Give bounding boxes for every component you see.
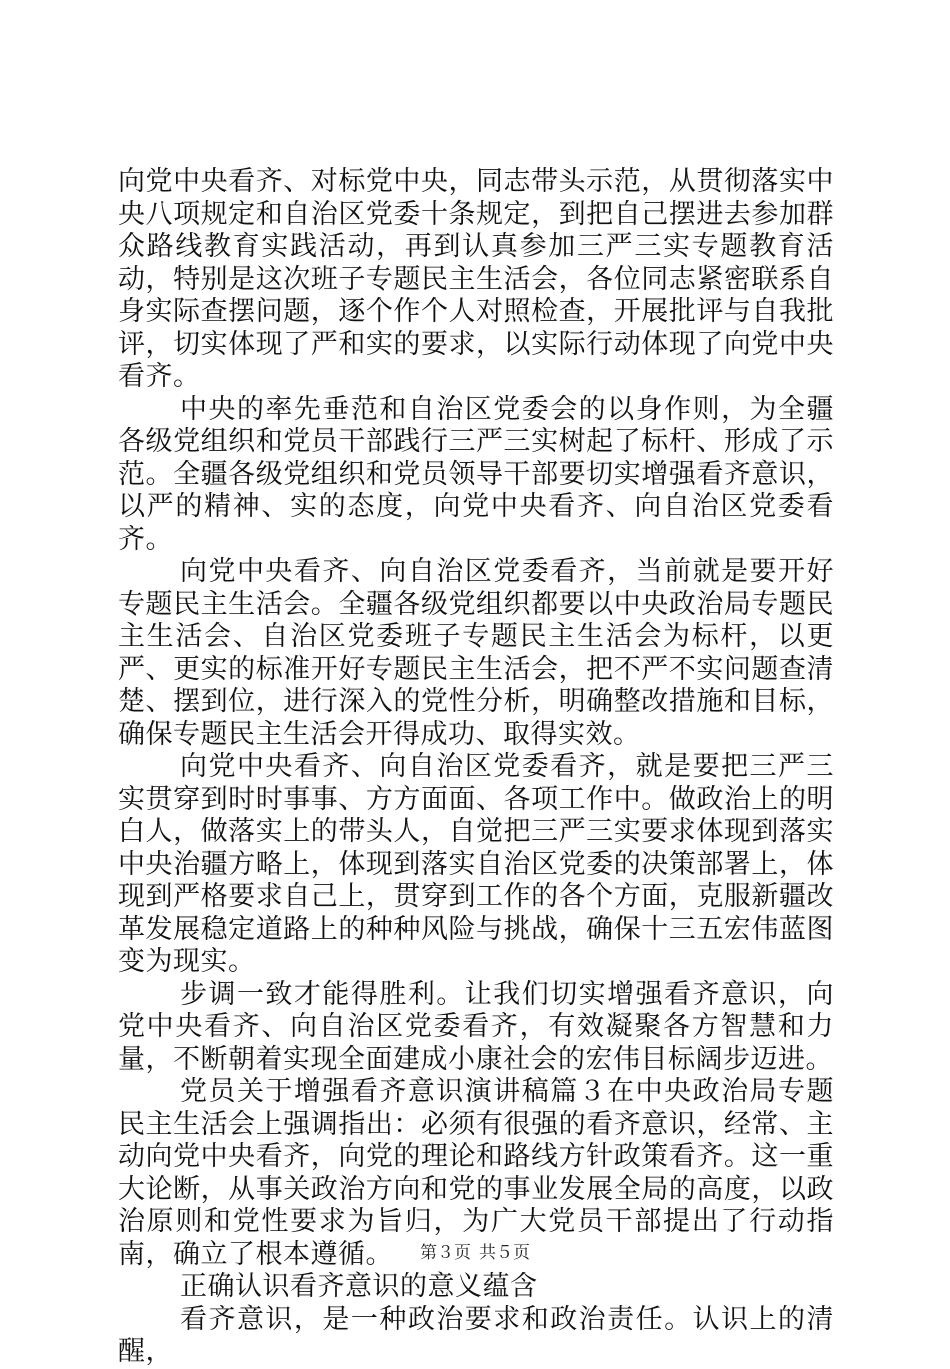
page-total: 共５页	[479, 1243, 530, 1263]
paragraph-5: 步调一致才能得胜利。让我们切实增强看齐意识，向党中央看齐、向自治区党委看齐，有效凝聚各方智慧和力量，不断朝着实现全面建成小康社会的宏伟目标阔步迈进。	[118, 978, 834, 1075]
page-footer	[0, 1242, 950, 1264]
paragraph-2: 中央的率先垂范和自治区党委会的以身作则，为全疆各级党组织和党员干部践行三严三实树起了标杆、形成了示范。全疆各级党组织和党员领导干部要切实增强看齐意识，以严的精神、实的态度，向党中央看齐、向自治区党委看齐。	[118, 393, 834, 555]
document-body	[118, 166, 834, 1369]
paragraph-6: 党员关于增强看齐意识演讲稿篇３在中央政治局专题民主生活会上强调指出：必须有很强的看齐意识，经常、主动向党中央看齐，向党的理论和路线方针政策看齐。这一重大论断，从事关政治方向和党的事业发展全局的高度，以政治原则和党性要求为旨归，为广大党员干部提出了行动指南，确立了根本遵循。	[118, 1076, 834, 1270]
page-number: 第３页	[420, 1243, 471, 1263]
paragraph-3: 向党中央看齐、向自治区党委看齐，当前就是要开好专题民主生活会。全疆各级党组织都要以中央政治局专题民主生活会、自治区党委班子专题民主生活会为标杆，以更严、更实的标准开好专题民主生活会，把不严不实问题查清楚、摆到位，进行深入的党性分析，明确整改措施和目标，确保专题民主生活会开得成功、取得实效。	[118, 556, 834, 750]
paragraph-4: 向党中央看齐、向自治区党委看齐，就是要把三严三实贯穿到时时事事、方方面面、各项工作中。做政治上的明白人，做落实上的带头人，自觉把三严三实要求体现到落实中央治疆方略上，体现到落实自治区党委的决策部署上，体现到严格要求自己上，贯穿到工作的各个方面，克服新疆改革发展稳定道路上的种种风险与挑战，确保十三五宏伟蓝图变为现实。	[118, 751, 834, 977]
paragraph-7: 看齐意识，是一种政治要求和政治责任。认识上的清醒，	[118, 1303, 834, 1367]
section-heading: 正确认识看齐意识的意义蕴含	[180, 1271, 538, 1302]
paragraph-1: 向党中央看齐、对标党中央，同志带头示范，从贯彻落实中央八项规定和自治区党委十条规定，到把自己摆进去参加群众路线教育实践活动，再到认真参加三严三实专题教育活动，特别是这次班子专题民主生活会，各位同志紧密联系自身实际查摆问题，逐个作个人对照检查，开展批评与自我批评，切实体现了严和实的要求，以实际行动体现了向党中央看齐。	[118, 166, 834, 392]
